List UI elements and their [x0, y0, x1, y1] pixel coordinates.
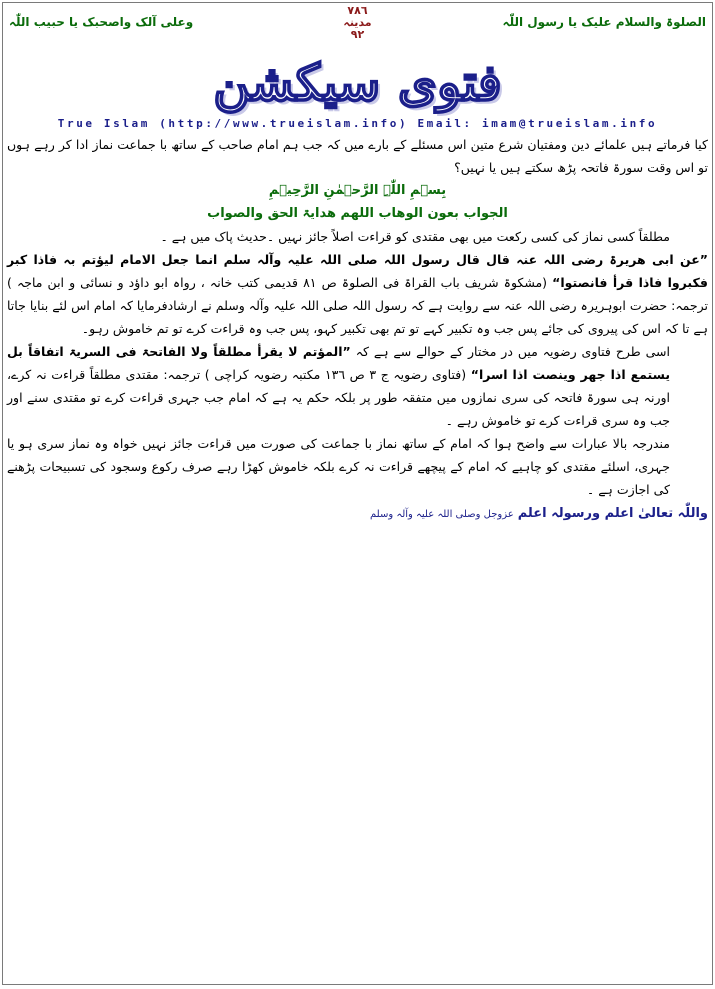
signoff-line — [7, 501, 708, 526]
answer-paragraph-2 — [7, 248, 708, 340]
fatawa-intro: اسی طرح فتاوی رضویہ میں در مختار کے حوالے سے ہے کہ — [355, 344, 671, 359]
salutation-left: وعلی آلک واصحبک یا حبیب اللّٰہ — [9, 15, 194, 29]
header-number-92: ٩٢ — [350, 28, 365, 41]
hadith-quote: ”عن ابی ھریرۃ رضی اللہ عنہ قال قال رسول اللہ صلی اللہ علیہ وآلہ سلم انما جعل الامام لیؤتم بہ فاذا کبر فکبروا فاذا قرأ فانصتوا“ — [7, 252, 708, 290]
signoff-text: واللّٰہ تعالیٰ اعلم ورسولہ اعلم — [517, 506, 708, 521]
hadith-reference-translation: (مشکوۃ شریف باب القراۃ فی الصلوۃ ص ٨١ قدیمی کتب خانہ ، رواہ ابو داؤد و نسائی و ابن ماجہ ) ترجمہ: حضرت ابوہریرہ رضی اللہ عنہ سے روایت ہے کہ رسول اللہ صلی اللہ علیہ وآلہ وسلم نے ارشادفرمایا کہ امام اس لئے بنایا جاتا ہے تا کہ اس کی پیروی کی جائے پس جب وہ تکبیر کہے تو تم بھی تکبیر کہو، پس جب وہ قراءت کرے تو تم خاموش رہو۔ — [7, 275, 708, 336]
fatawa-quote: ”المؤتم لا یقرأ مطلقاً ولا الفاتحۃ فی السریۃ اتفاقاً بل یستمع اذا جھر وینصت اذا اسرا“ — [7, 344, 671, 382]
answer-paragraph-4: مندرجہ بالا عبارات سے واضح ہوا کہ امام کے ساتھ نماز با جماعت کی صورت میں قراءت جائز نہیں خواہ وہ نماز سری ہو یا جہری، اسلئے مقتدی کو چاہیے کہ امام کے پیچھے قراءت نہ کرے بلکہ خاموش کھڑا رہے صرف رکوع وسجود کی تسبیحات پڑھنے کی اجازت ہے ۔ — [7, 436, 670, 497]
question-text: کیا فرماتے ہیں علمائے دین ومفتیان شرع متین اس مسئلے کے بارے میں کہ جب ہم امام صاحب کے ساتھ با جماعت نماز ادا کر رہے ہوں تو اس وقت سورۃ فاتحہ پڑھ سکتے ہیں یا نہیں؟ — [7, 137, 708, 175]
fatawa-reference-translation: (فتاوی رضویہ ج ٣ ص ١٣٦ مکتبہ رضویہ کراچی ) ترجمہ: مقتدی مطلقاً قراءت نہ کرے، اورنہ ہی سورۃ فاتحہ کی سری نمازوں میں متفقہ طور پر بلکہ حکم یہ ہے کہ امام جب جہری قراءت کرے تو مقتدی سنے اور جب وہ سری قراءت کرے تو خاموش رہے ۔ — [7, 367, 670, 428]
fatwa-section-logo-title: فتوی سیکشن — [213, 53, 502, 112]
answer-paragraph-1: مطلقاً کسی نماز کی کسی رکعت میں بھی مقتدی کو قراءت اصلاً جائز نہیں ۔حدیث پاک میں ہے ۔ — [160, 229, 670, 244]
header-number-786: ٧٨٦ — [347, 4, 368, 17]
bismillah-heading: بِسۡمِ اللّٰہِ الرَّحۡمٰنِ الرَّحِیۡمِ — [268, 183, 447, 198]
signoff-seal: عزوجل وصلی اللہ علیہ وآلہ وسلم — [369, 509, 514, 520]
answer-heading: الجواب بعون الوھاب اللھم ھدایۃ الحق والصواب — [207, 206, 508, 221]
salutation-right: الصلوۃ والسلام علیک یا رسول اللّٰہ — [502, 15, 706, 29]
contact-line: True Islam (http://www.trueislam.info) Email: imam@trueislam.info — [57, 117, 658, 130]
answer-paragraph-3 — [7, 340, 708, 432]
header-word-madina: مدینہ — [343, 16, 372, 29]
fatwa-body — [7, 133, 708, 526]
fatwa-page — [2, 2, 713, 985]
